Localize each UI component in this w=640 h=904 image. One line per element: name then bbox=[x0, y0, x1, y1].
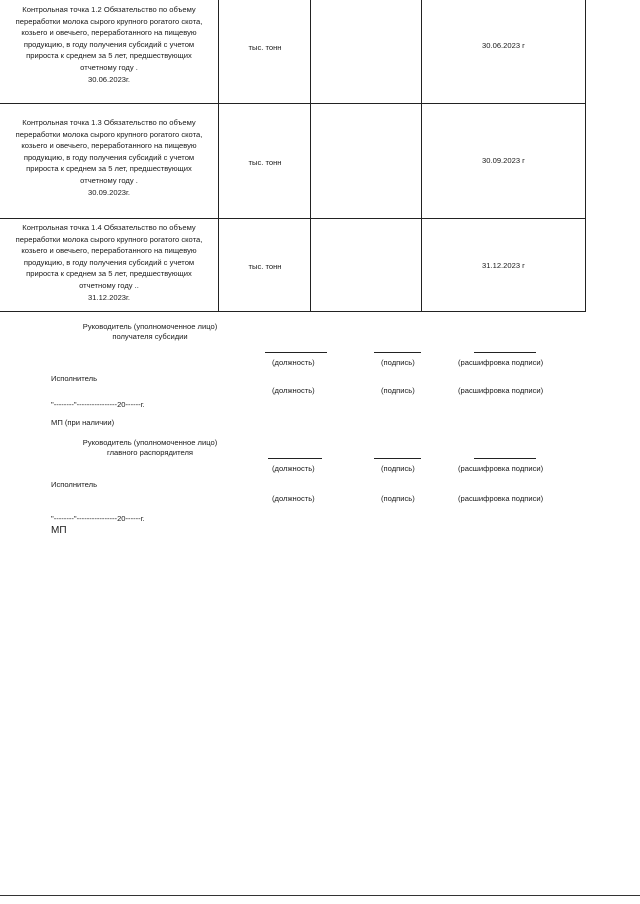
decoding-caption: (расшифровка подписи) bbox=[458, 386, 544, 395]
unit-cell: тыс. тонн bbox=[248, 158, 282, 167]
date-cell: 30.06.2023 г bbox=[482, 41, 525, 50]
signature-caption: (подпись) bbox=[381, 386, 415, 395]
recipient-head-label: Руководитель (уполномоченное лицо) получателя субсидии bbox=[82, 322, 218, 341]
executor-label: Исполнитель bbox=[51, 480, 98, 489]
column-divider bbox=[310, 0, 311, 312]
signature-caption: (подпись) bbox=[381, 464, 415, 473]
signature-caption: (подпись) bbox=[381, 494, 415, 503]
decoding-caption: (расшифровка подписи) bbox=[458, 358, 544, 367]
unit-cell: тыс. тонн bbox=[248, 262, 282, 271]
position-line bbox=[268, 458, 322, 459]
date-placeholder: "--------"----------------20------г. bbox=[51, 400, 145, 409]
signature-caption: (подпись) bbox=[381, 358, 415, 367]
row-divider bbox=[0, 103, 585, 104]
signature-line bbox=[374, 458, 421, 459]
commitment-table bbox=[0, 0, 640, 312]
position-caption: (должность) bbox=[272, 386, 315, 395]
date-cell: 31.12.2023 г bbox=[482, 261, 525, 270]
column-divider bbox=[218, 0, 219, 312]
row-divider bbox=[0, 218, 585, 219]
position-caption: (должность) bbox=[272, 464, 315, 473]
unit-cell: тыс. тонн bbox=[248, 43, 282, 52]
checkpoint-description: Контрольная точка 1.2 Обязательство по объему переработки молока сырого крупного рогатого скота, козьего и овечьего, переработанного на пищевую продукцию, в году получения субсидий с учетом прироста к среднем за 5 лет, предшествующих отчетному году . 30.06.2023г. bbox=[15, 5, 203, 84]
date-cell: 30.09.2023 г bbox=[482, 156, 525, 165]
manager-head-label: Руководитель (уполномоченное лицо) главного распорядителя bbox=[82, 438, 218, 457]
position-line bbox=[265, 352, 327, 353]
signature-line bbox=[374, 352, 421, 353]
stamp-label: МП bbox=[51, 525, 67, 536]
page-bottom-edge bbox=[0, 895, 640, 896]
executor-label: Исполнитель bbox=[51, 374, 98, 383]
checkpoint-description: Контрольная точка 1.4 Обязательство по объему переработки молока сырого крупного рогатого скота, козьего и овечьего, переработанного на пищевую продукцию, в году получения субсидий с учетом прироста к среднем за 5 лет, предшествующих отчетному году .. 31.12.2023г. bbox=[15, 223, 203, 302]
decoding-line bbox=[474, 352, 536, 353]
stamp-optional-label: МП (при наличии) bbox=[51, 418, 115, 427]
decoding-line bbox=[474, 458, 536, 459]
row-divider bbox=[0, 311, 585, 312]
date-placeholder: "--------"----------------20------г. bbox=[51, 514, 145, 523]
position-caption: (должность) bbox=[272, 358, 315, 367]
position-caption: (должность) bbox=[272, 494, 315, 503]
decoding-caption: (расшифровка подписи) bbox=[458, 464, 544, 473]
decoding-caption: (расшифровка подписи) bbox=[458, 494, 544, 503]
checkpoint-description: Контрольная точка 1.3 Обязательство по объему переработки молока сырого крупного рогатого скота, козьего и овечьего, переработанного на пищевую продукцию, в году получения субсидий с учетом прироста к среднем за 5 лет, предшествующих отчетному году . 30.09.2023г. bbox=[15, 118, 203, 197]
column-divider bbox=[585, 0, 586, 312]
